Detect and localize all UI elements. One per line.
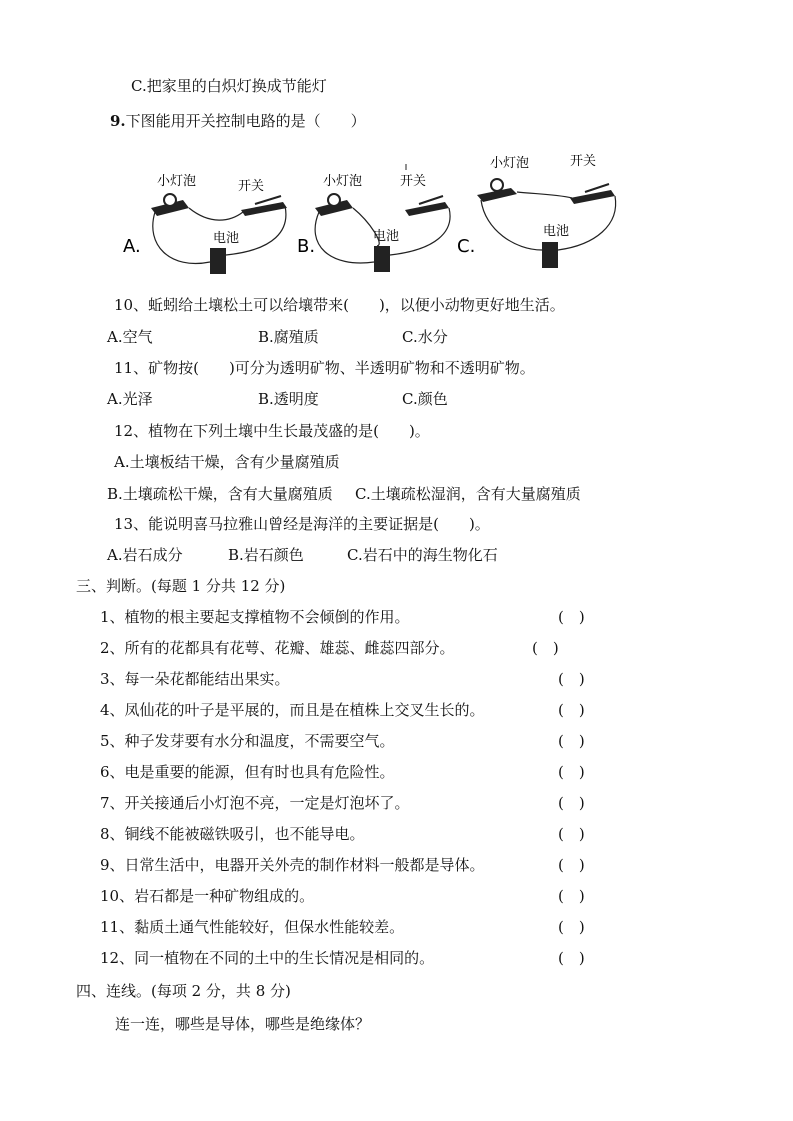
q9-text: 下图能用开关控制电路的是（ ） bbox=[125, 112, 366, 130]
q8-option-c: C.把家里的白炽灯换成节能灯 bbox=[131, 77, 327, 95]
judge-item-12: 12、同一植物在不同的土中的生长情况是相同的。 bbox=[100, 949, 435, 967]
circuit-a bbox=[123, 174, 287, 274]
switch-icon bbox=[570, 190, 615, 204]
bulb-icon bbox=[491, 179, 503, 191]
answer-paren-11[interactable]: ( ) bbox=[558, 918, 585, 936]
q12-option-c: C.土壤疏松湿润，含有大量腐殖质 bbox=[355, 485, 581, 503]
q10-question: 10、蚯蚓给土壤松土可以给壤带来( )，以便小动物更好地生活。 bbox=[114, 296, 565, 314]
battery-icon bbox=[210, 248, 226, 274]
q12-question: 12、植物在下列土壤中生长最茂盛的是( )。 bbox=[114, 422, 430, 440]
q9-number: 9. bbox=[110, 112, 126, 130]
circuit-c bbox=[457, 154, 616, 268]
circuit-a-switch-label: 开关 bbox=[238, 179, 265, 194]
q13-option-b: B.岩石颜色 bbox=[228, 546, 304, 564]
circuit-c-switch-label: 开关 bbox=[570, 154, 597, 169]
judge-item-11: 11、黏质土通气性能较好，但保水性能较差。 bbox=[100, 918, 405, 936]
bulb-icon bbox=[164, 194, 176, 206]
judge-item-5: 5、种子发芽要有水分和温度，不需要空气。 bbox=[100, 732, 395, 750]
circuit-b-battery-label: 电池 bbox=[373, 229, 400, 244]
answer-paren-9[interactable]: ( ) bbox=[558, 856, 585, 874]
q13-option-a: A.岩石成分 bbox=[107, 546, 183, 564]
answer-paren-3[interactable]: ( ) bbox=[558, 670, 585, 688]
judge-item-9: 9、日常生活中，电器开关外壳的制作材料一般都是导体。 bbox=[100, 856, 485, 874]
answer-paren-8[interactable]: ( ) bbox=[558, 825, 585, 843]
circuit-a-battery-label: 电池 bbox=[213, 231, 240, 246]
judge-item-3: 3、每一朵花都能结出果实。 bbox=[100, 670, 290, 688]
judge-item-7: 7、开关接通后小灯泡不亮，一定是灯泡坏了。 bbox=[100, 794, 410, 812]
circuit-a-bulb-label: 小灯泡 bbox=[157, 174, 197, 189]
q11-question: 11、矿物按( )可分为透明矿物、半透明矿物和不透明矿物。 bbox=[114, 359, 535, 377]
answer-paren-1[interactable]: ( ) bbox=[558, 608, 585, 626]
circuit-b-switch-label: 开关 bbox=[400, 174, 427, 189]
q10-option-a: A.空气 bbox=[107, 328, 153, 346]
circuit-b-letter: B. bbox=[297, 236, 316, 257]
circuit-c-bulb-label: 小灯泡 bbox=[490, 156, 530, 171]
answer-paren-2[interactable]: ( ) bbox=[532, 639, 559, 657]
circuit-c-battery-label: 电池 bbox=[543, 224, 570, 239]
answer-paren-4[interactable]: ( ) bbox=[558, 701, 585, 719]
section3-title: 三、判断。(每题 1 分共 12 分) bbox=[76, 577, 286, 595]
q11-option-c: C.颜色 bbox=[402, 390, 448, 408]
q13-option-c: C.岩石中的海生物化石 bbox=[347, 546, 498, 564]
q11-option-a: A.光泽 bbox=[107, 390, 153, 408]
circuit-figure bbox=[115, 150, 635, 280]
judge-item-6: 6、电是重要的能源，但有时也具有危险性。 bbox=[100, 763, 395, 781]
answer-paren-10[interactable]: ( ) bbox=[558, 887, 585, 905]
judge-item-8: 8、铜线不能被磁铁吸引，也不能导电。 bbox=[100, 825, 365, 843]
q9-question bbox=[110, 111, 366, 131]
q12-option-b: B.土壤疏松干燥，含有大量腐殖质 bbox=[107, 485, 333, 503]
bulb-icon bbox=[328, 194, 340, 206]
circuit-b-bulb-label: 小灯泡 bbox=[323, 174, 363, 189]
circuit-a-letter: A. bbox=[123, 236, 141, 257]
switch-icon bbox=[405, 202, 449, 216]
judge-item-10: 10、岩石都是一种矿物组成的。 bbox=[100, 887, 315, 905]
judge-item-4: 4、凤仙花的叶子是平展的，而且是在植株上交叉生长的。 bbox=[100, 701, 485, 719]
judge-item-2: 2、所有的花都具有花萼、花瓣、雄蕊、雌蕊四部分。 bbox=[100, 639, 455, 657]
q11-option-b: B.透明度 bbox=[258, 390, 319, 408]
q13-question: 13、能说明喜马拉雅山曾经是海洋的主要证据是( )。 bbox=[114, 515, 490, 533]
answer-paren-7[interactable]: ( ) bbox=[558, 794, 585, 812]
answer-paren-12[interactable]: ( ) bbox=[558, 949, 585, 967]
answer-paren-5[interactable]: ( ) bbox=[558, 732, 585, 750]
judge-item-1: 1、植物的根主要起支撑植物不会倾倒的作用。 bbox=[100, 608, 410, 626]
q10-option-c: C.水分 bbox=[402, 328, 448, 346]
switch-icon bbox=[241, 202, 287, 216]
battery-icon bbox=[374, 246, 390, 272]
section4-instruction: 连一连，哪些是导体，哪些是绝缘体？ bbox=[115, 1015, 371, 1033]
answer-paren-6[interactable]: ( ) bbox=[558, 763, 585, 781]
q10-option-b: B.腐殖质 bbox=[258, 328, 319, 346]
section4-title: 四、连线。(每项 2 分，共 8 分) bbox=[76, 982, 291, 1000]
circuit-b bbox=[297, 164, 450, 272]
q12-option-a: A.土壤板结干燥，含有少量腐殖质 bbox=[114, 453, 340, 471]
battery-icon bbox=[542, 242, 558, 268]
circuit-c-letter: C. bbox=[457, 236, 476, 257]
